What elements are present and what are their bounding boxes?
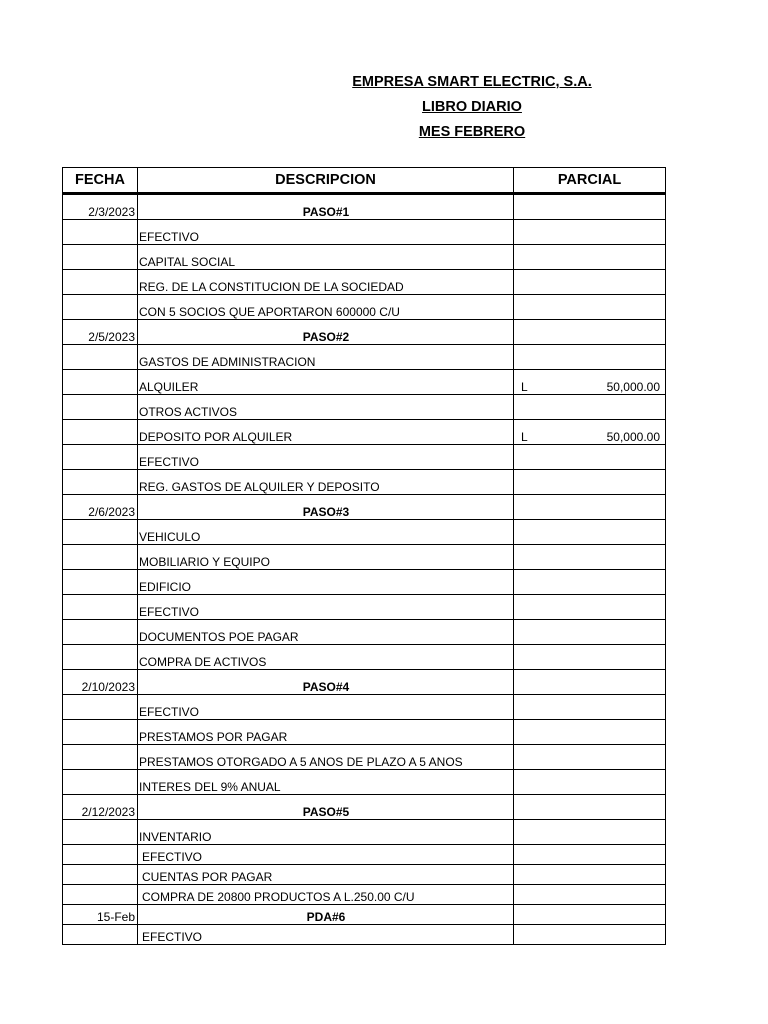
table-row bbox=[63, 270, 666, 295]
column-header-partial: PARCIAL bbox=[514, 168, 666, 194]
entry-step-label: PASO#2 bbox=[138, 320, 514, 345]
entry-description: CAPITAL SOCIAL bbox=[138, 245, 514, 270]
table-row bbox=[63, 220, 666, 245]
company-name: EMPRESA SMART ELECTRIC, S.A. bbox=[352, 74, 592, 90]
entry-description: EFECTIVO bbox=[138, 445, 514, 470]
entry-partial bbox=[514, 645, 666, 670]
entry-date bbox=[63, 645, 138, 670]
entry-description: GASTOS DE ADMINISTRACION bbox=[138, 345, 514, 370]
table-row bbox=[63, 770, 666, 795]
entry-partial bbox=[514, 295, 666, 320]
entry-date bbox=[63, 270, 138, 295]
table-row bbox=[63, 395, 666, 420]
table-row bbox=[63, 520, 666, 545]
table-row bbox=[63, 320, 666, 345]
entry-partial bbox=[514, 520, 666, 545]
entry-description: DEPOSITO POR ALQUILER bbox=[138, 420, 514, 445]
entry-description: COMPRA DE ACTIVOS bbox=[138, 645, 514, 670]
table-row bbox=[63, 925, 666, 945]
entry-date: 2/12/2023 bbox=[63, 795, 138, 820]
entry-date bbox=[63, 820, 138, 845]
currency-symbol: L bbox=[521, 380, 528, 394]
entry-description: MOBILIARIO Y EQUIPO bbox=[138, 545, 514, 570]
entry-partial bbox=[514, 345, 666, 370]
entry-date: 2/6/2023 bbox=[63, 495, 138, 520]
entry-description: CON 5 SOCIOS QUE APORTARON 600000 C/U bbox=[138, 295, 514, 320]
entry-description: REG. GASTOS DE ALQUILER Y DEPOSITO bbox=[138, 470, 514, 495]
entry-date bbox=[63, 865, 138, 885]
entry-description: OTROS ACTIVOS bbox=[138, 395, 514, 420]
table-row bbox=[63, 370, 666, 395]
journal-body bbox=[63, 194, 666, 945]
entry-date: 2/3/2023 bbox=[63, 194, 138, 220]
table-row bbox=[63, 545, 666, 570]
month-title: MES FEBRERO bbox=[418, 124, 526, 140]
table-row bbox=[63, 820, 666, 845]
column-header-date: FECHA bbox=[63, 168, 138, 194]
entry-date bbox=[63, 620, 138, 645]
entry-description: EDIFICIO bbox=[138, 570, 514, 595]
entry-partial bbox=[514, 245, 666, 270]
entry-partial bbox=[514, 745, 666, 770]
entry-description: COMPRA DE 20800 PRODUCTOS A L.250.00 C/U bbox=[138, 885, 514, 905]
entry-date: 15-Feb bbox=[63, 905, 138, 925]
entry-date: 2/5/2023 bbox=[63, 320, 138, 345]
table-row bbox=[63, 745, 666, 770]
entry-description: DOCUMENTOS POE PAGAR bbox=[138, 620, 514, 645]
entry-date bbox=[63, 445, 138, 470]
entry-date bbox=[63, 395, 138, 420]
entry-date bbox=[63, 295, 138, 320]
table-row bbox=[63, 295, 666, 320]
entry-date bbox=[63, 345, 138, 370]
table-row bbox=[63, 620, 666, 645]
entry-description: EFECTIVO bbox=[138, 925, 514, 945]
entry-partial bbox=[514, 320, 666, 345]
entry-partial bbox=[514, 495, 666, 520]
entry-description: PRESTAMOS POR PAGAR bbox=[138, 720, 514, 745]
entry-step-label: PASO#1 bbox=[138, 194, 514, 220]
table-row bbox=[63, 865, 666, 885]
entry-partial bbox=[514, 270, 666, 295]
table-row bbox=[63, 245, 666, 270]
entry-partial bbox=[514, 695, 666, 720]
entry-partial bbox=[514, 194, 666, 220]
entry-description: VEHICULO bbox=[138, 520, 514, 545]
journal-table bbox=[62, 167, 666, 945]
entry-date bbox=[63, 420, 138, 445]
table-row bbox=[63, 720, 666, 745]
entry-date bbox=[63, 470, 138, 495]
table-row bbox=[63, 905, 666, 925]
entry-step-label: PASO#3 bbox=[138, 495, 514, 520]
entry-partial bbox=[514, 445, 666, 470]
table-row bbox=[63, 570, 666, 595]
entry-date bbox=[63, 925, 138, 945]
entry-date bbox=[63, 245, 138, 270]
entry-partial bbox=[514, 545, 666, 570]
entry-partial bbox=[514, 845, 666, 865]
entry-partial bbox=[514, 820, 666, 845]
entry-date bbox=[63, 745, 138, 770]
table-row bbox=[63, 645, 666, 670]
table-row bbox=[63, 420, 666, 445]
entry-partial bbox=[514, 885, 666, 905]
entry-partial bbox=[514, 470, 666, 495]
table-row bbox=[63, 885, 666, 905]
entry-description: REG. DE LA CONSTITUCION DE LA SOCIEDAD bbox=[138, 270, 514, 295]
table-row bbox=[63, 595, 666, 620]
entry-description: ALQUILER bbox=[138, 370, 514, 395]
entry-partial bbox=[514, 370, 666, 395]
entry-partial bbox=[514, 420, 666, 445]
entry-partial bbox=[514, 720, 666, 745]
table-row bbox=[63, 495, 666, 520]
entry-step-label: PASO#5 bbox=[138, 795, 514, 820]
entry-date bbox=[63, 220, 138, 245]
entry-description: EFECTIVO bbox=[138, 845, 514, 865]
entry-partial bbox=[514, 865, 666, 885]
table-row bbox=[63, 194, 666, 220]
entry-description: EFECTIVO bbox=[138, 595, 514, 620]
entry-date bbox=[63, 370, 138, 395]
entry-description: INTERES DEL 9% ANUAL bbox=[138, 770, 514, 795]
table-row bbox=[63, 695, 666, 720]
entry-partial bbox=[514, 905, 666, 925]
entry-partial bbox=[514, 770, 666, 795]
entry-date bbox=[63, 770, 138, 795]
column-header-description: DESCRIPCION bbox=[138, 168, 514, 194]
entry-step-label: PDA#6 bbox=[138, 905, 514, 925]
entry-partial bbox=[514, 795, 666, 820]
entry-date bbox=[63, 720, 138, 745]
entry-date bbox=[63, 545, 138, 570]
table-row bbox=[63, 795, 666, 820]
entry-partial bbox=[514, 620, 666, 645]
table-row bbox=[63, 445, 666, 470]
table-row bbox=[63, 345, 666, 370]
entry-date bbox=[63, 520, 138, 545]
table-row bbox=[63, 845, 666, 865]
table-row bbox=[63, 670, 666, 695]
entry-partial bbox=[514, 925, 666, 945]
entry-date bbox=[63, 695, 138, 720]
entry-partial bbox=[514, 570, 666, 595]
book-title: LIBRO DIARIO bbox=[422, 99, 522, 115]
amount-value: 50,000.00 bbox=[606, 430, 660, 444]
entry-description: EFECTIVO bbox=[138, 220, 514, 245]
document-header bbox=[300, 70, 644, 145]
table-row bbox=[63, 470, 666, 495]
entry-date bbox=[63, 845, 138, 865]
table-header-row bbox=[63, 168, 666, 194]
entry-partial bbox=[514, 220, 666, 245]
entry-description: CUENTAS POR PAGAR bbox=[138, 865, 514, 885]
entry-description: INVENTARIO bbox=[138, 820, 514, 845]
entry-date bbox=[63, 595, 138, 620]
entry-step-label: PASO#4 bbox=[138, 670, 514, 695]
currency-symbol: L bbox=[521, 430, 528, 444]
entry-date: 2/10/2023 bbox=[63, 670, 138, 695]
entry-description: EFECTIVO bbox=[138, 695, 514, 720]
entry-partial bbox=[514, 595, 666, 620]
amount-value: 50,000.00 bbox=[606, 380, 660, 394]
entry-date bbox=[63, 570, 138, 595]
entry-date bbox=[63, 885, 138, 905]
entry-partial bbox=[514, 395, 666, 420]
entry-description: PRESTAMOS OTORGADO A 5 ANOS DE PLAZO A 5 ANOS bbox=[138, 745, 514, 770]
entry-partial bbox=[514, 670, 666, 695]
